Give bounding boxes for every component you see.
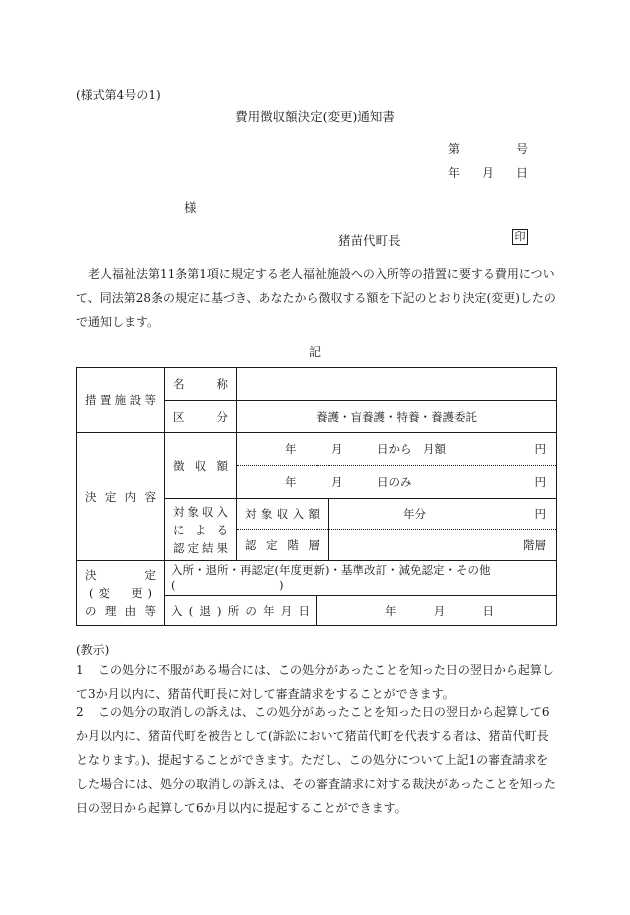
decision-table	[76, 367, 557, 626]
document-title: 費用徴収額決定(変更)通知書	[235, 109, 395, 124]
facility-label: 措置施設等	[77, 368, 165, 433]
inout-date-value[interactable]	[317, 596, 557, 626]
once-date-text: 年 月 日のみ	[285, 475, 412, 489]
income-yen: 円	[534, 507, 547, 521]
income-label: 対象収入額	[237, 499, 329, 530]
tier-value[interactable]	[329, 530, 557, 561]
reason-label-line-3: の理由等	[85, 604, 156, 618]
issue-date-year: 年	[448, 166, 461, 180]
inout-day: 日	[482, 603, 494, 618]
reason-label-line-2: (変 更)	[89, 586, 152, 600]
tier-label: 認定階層	[237, 530, 329, 561]
once-amount-row[interactable]	[237, 466, 557, 499]
inout-date-label: 入(退)所の年月日	[165, 596, 317, 626]
form-number: (様式第4号の1)	[76, 88, 161, 102]
note-1-number: 1	[76, 663, 84, 677]
addressee: 様	[184, 200, 197, 215]
doc-number-prefix: 第	[448, 142, 461, 156]
seal-mark: 印	[512, 229, 528, 245]
note-2	[76, 700, 556, 820]
issue-date-month: 月	[482, 166, 495, 180]
cert-label-line-3: 認定結果	[173, 540, 228, 555]
category-value: 養護・盲養護・特養・養護委託	[237, 401, 557, 433]
once-yen: 円	[534, 475, 547, 489]
note-1	[76, 658, 556, 706]
cert-label-line-1: 対象収入	[173, 504, 228, 519]
monthly-amount-row[interactable]	[237, 433, 557, 466]
notice-paragraph: 老人福祉法第11条第1項に規定する老人福祉施設への入所等の措置に要する費用について、同法第28条の規定に基づき、あなたから徴収する額を下記のとおり決定(変更)したので通知します。	[76, 267, 556, 329]
ki-heading: 記	[308, 345, 321, 359]
income-value[interactable]	[329, 499, 557, 530]
inout-year: 年	[385, 603, 397, 618]
inout-month: 月	[433, 603, 446, 618]
note-1-text: この処分に不服がある場合には、この処分があったことを知った日の翌日から起算して3か月以内に、猪苗代町長に対して審査請求をすることができます。	[76, 663, 554, 701]
issuer-name: 猪苗代町長	[338, 233, 401, 248]
name-label: 名 称	[165, 368, 237, 401]
monthly-date-text: 年 月 日から 月額	[285, 442, 446, 456]
collection-label: 徴収額	[165, 433, 237, 499]
category-label: 区 分	[165, 401, 237, 433]
note-2-number: 2	[76, 705, 84, 719]
decision-label: 決定内容	[77, 433, 165, 561]
cert-label-line-2: による	[173, 522, 228, 537]
note-2-text: この処分の取消しの訴えは、この処分があったことを知った日の翌日から起算して6か月以内に、猪苗代町を被告として(訴訟において猪苗代町を代表する者は、猪苗代町長となります。)、提起することができます。ただし、この処分について上記1の審査請求をした場合には、処分の取消しの訴えは、その審査請求に対する裁決があったことを知った日の翌日から起算して6か月以内に提起することができます。	[76, 705, 556, 815]
doc-number-suffix: 号	[516, 142, 529, 156]
reason-label-line-1: 決定	[85, 568, 156, 582]
reason-label	[77, 561, 165, 626]
income-year-text: 年分	[403, 507, 426, 521]
name-value[interactable]	[237, 368, 557, 401]
issue-date-day: 日	[516, 166, 529, 180]
tier-suffix: 階層	[523, 538, 547, 552]
certification-label	[165, 499, 237, 561]
reason-options[interactable]: 入所・退所・再認定(年度更新)・基準改訂・減免認定・その他( )	[165, 561, 557, 596]
monthly-yen: 円	[534, 442, 547, 456]
notes-heading: (教示)	[76, 643, 110, 657]
